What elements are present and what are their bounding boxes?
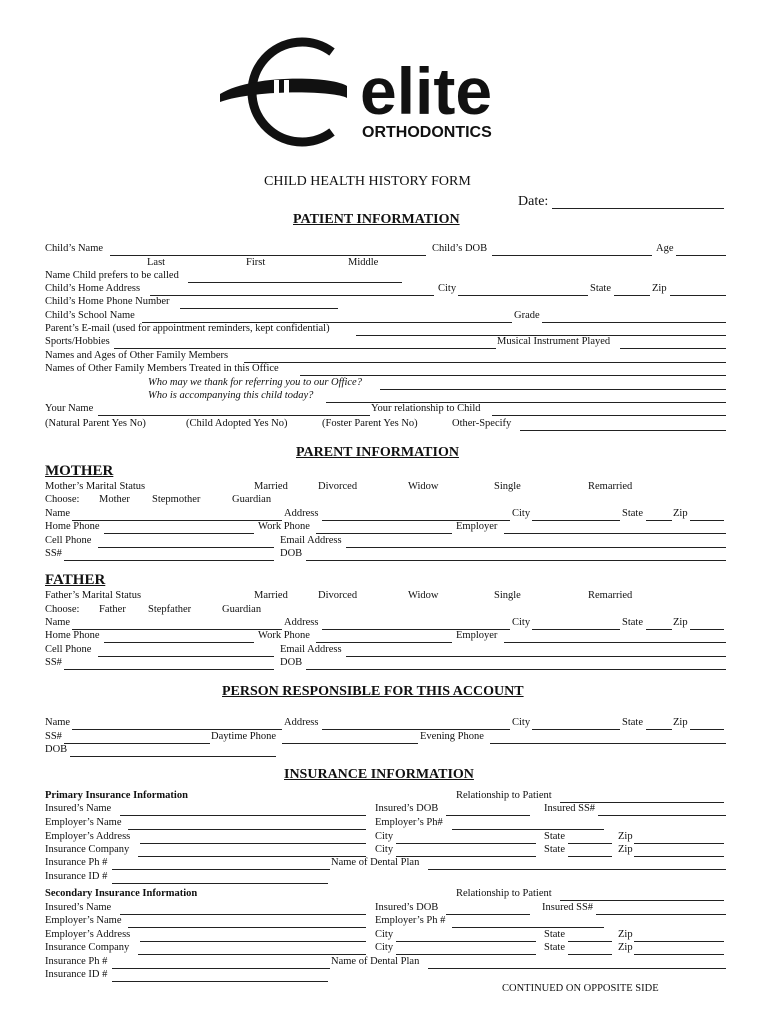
resp-name-field[interactable] — [72, 729, 282, 730]
parent-info-heading: PARENT INFORMATION — [296, 445, 459, 460]
mother-employer-label: Employer — [456, 521, 498, 532]
primary-company-zip-label: Zip — [618, 844, 633, 855]
your-name-label: Your Name — [45, 403, 94, 414]
father-email-field[interactable] — [346, 656, 726, 657]
referral-label: Who may we thank for referring you to our Office? — [148, 377, 362, 388]
secondary-insurance-title: Secondary Insurance Information — [45, 888, 198, 899]
father-status-label: Father’s Marital Status — [45, 590, 142, 601]
child-dob-label: Child’s DOB — [432, 243, 488, 254]
secondary-zip-field[interactable] — [634, 941, 724, 942]
preferred-name-field[interactable] — [188, 282, 402, 283]
father-zip-field[interactable] — [690, 629, 724, 630]
date-field[interactable] — [552, 208, 724, 209]
father-cell-field[interactable] — [98, 656, 274, 657]
mother-home-phone-field[interactable] — [104, 533, 254, 534]
secondary-company-city-field[interactable] — [396, 954, 536, 955]
city-label: City — [438, 283, 457, 294]
father-heading: FATHER — [45, 572, 106, 588]
resp-state-field[interactable] — [646, 729, 672, 730]
secondary-plan-label: Name of Dental Plan — [331, 956, 420, 967]
secondary-company-state-label: State — [544, 942, 565, 953]
foster-parent-option[interactable]: (Foster Parent Yes No) — [322, 418, 418, 429]
mother-email-field[interactable] — [346, 547, 726, 548]
family-members-label: Names and Ages of Other Family Members — [45, 350, 229, 361]
referral-field[interactable] — [380, 389, 726, 390]
primary-insured-dob-field[interactable] — [446, 815, 530, 816]
primary-ins-id-field[interactable] — [112, 883, 328, 884]
mother-divorced-option[interactable]: Divorced — [318, 481, 358, 492]
father-state-label: State — [622, 617, 643, 628]
mother-work-phone-label: Work Phone — [258, 521, 310, 532]
primary-company-zip-field[interactable] — [634, 856, 724, 857]
secondary-ins-ph-field[interactable] — [112, 968, 330, 969]
mother-dob-field[interactable] — [306, 560, 726, 561]
resp-zip-label: Zip — [673, 717, 688, 728]
father-single-option[interactable]: Single — [494, 590, 521, 601]
grade-field[interactable] — [542, 322, 726, 323]
mother-zip-field[interactable] — [690, 520, 724, 521]
others-treated-field[interactable] — [300, 375, 726, 376]
age-label: Age — [656, 243, 674, 254]
secondary-insured-ss-field[interactable] — [596, 914, 726, 915]
age-field[interactable] — [676, 255, 726, 256]
mother-remarried-option[interactable]: Remarried — [588, 481, 633, 492]
resp-zip-field[interactable] — [690, 729, 724, 730]
continued-note: CONTINUED ON OPPOSITE SIDE — [502, 983, 659, 994]
child-phone-label: Child’s Home Phone Number — [45, 296, 170, 307]
stepmother-option[interactable]: Stepmother — [152, 494, 201, 505]
secondary-insured-name-label: Insured’s Name — [45, 902, 112, 913]
father-home-phone-label: Home Phone — [45, 630, 100, 641]
child-adopted-option[interactable]: (Child Adopted Yes No) — [186, 418, 288, 429]
primary-state-field[interactable] — [568, 843, 612, 844]
primary-insured-ss-field[interactable] — [598, 815, 726, 816]
primary-company-state-label: State — [544, 844, 565, 855]
stepfather-option[interactable]: Stepfather — [148, 604, 192, 615]
logo-word: elite — [360, 54, 493, 128]
secondary-company-label: Insurance Company — [45, 942, 130, 953]
relationship-label: Your relationship to Child — [371, 403, 481, 414]
secondary-zip-label: Zip — [618, 929, 633, 940]
secondary-employer-name-label: Employer’s Name — [45, 915, 122, 926]
secondary-company-state-field[interactable] — [568, 954, 612, 955]
primary-insured-name-label: Insured’s Name — [45, 803, 112, 814]
state-field[interactable] — [614, 295, 650, 296]
mother-option[interactable]: Mother — [99, 494, 130, 505]
primary-employer-ph-label: Employer’s Ph# — [375, 817, 443, 828]
father-widow-option[interactable]: Widow — [408, 590, 439, 601]
mother-employer-field[interactable] — [504, 533, 726, 534]
mother-address-label: Address — [284, 508, 319, 519]
primary-employer-ph-field[interactable] — [452, 829, 604, 830]
primary-employer-name-label: Employer’s Name — [45, 817, 122, 828]
secondary-insured-dob-field[interactable] — [446, 914, 530, 915]
resp-eve-phone-field[interactable] — [490, 743, 726, 744]
secondary-company-city-label: City — [375, 942, 394, 953]
secondary-relationship-label: Relationship to Patient — [456, 888, 552, 899]
mother-name-field[interactable] — [72, 520, 282, 521]
primary-company-state-field[interactable] — [568, 856, 612, 857]
mother-cell-field[interactable] — [98, 547, 274, 548]
form-title: CHILD HEALTH HISTORY FORM — [264, 174, 471, 189]
mother-name-label: Name — [45, 508, 71, 519]
resp-address-label: Address — [284, 717, 319, 728]
father-remarried-option[interactable]: Remarried — [588, 590, 633, 601]
primary-city-label: City — [375, 831, 394, 842]
mother-city-field[interactable] — [532, 520, 620, 521]
father-dob-field[interactable] — [306, 669, 726, 670]
primary-insured-ss-label: Insured SS# — [544, 803, 596, 814]
father-divorced-option[interactable]: Divorced — [318, 590, 358, 601]
city-field[interactable] — [458, 295, 588, 296]
primary-employer-address-label: Employer’s Address — [45, 831, 131, 842]
father-work-phone-field[interactable] — [316, 642, 452, 643]
father-name-field[interactable] — [72, 629, 282, 630]
secondary-city-field[interactable] — [396, 941, 536, 942]
primary-insurance-title: Primary Insurance Information — [45, 790, 188, 801]
grade-label: Grade — [514, 310, 540, 321]
secondary-relationship-field[interactable] — [560, 900, 724, 901]
father-city-label: City — [512, 617, 531, 628]
others-treated-label: Names of Other Family Members Treated in this Office — [45, 363, 279, 374]
secondary-insured-dob-label: Insured’s DOB — [375, 902, 439, 913]
last-sublabel: Last — [147, 257, 166, 268]
mother-ss-field[interactable] — [64, 560, 274, 561]
primary-zip-label: Zip — [618, 831, 633, 842]
father-guardian-option[interactable]: Guardian — [222, 604, 262, 615]
mother-single-option[interactable]: Single — [494, 481, 521, 492]
sports-field[interactable] — [114, 348, 496, 349]
accompany-label: Who is accompanying this child today? — [148, 390, 314, 401]
primary-relationship-label: Relationship to Patient — [456, 790, 552, 801]
primary-plan-field[interactable] — [428, 869, 726, 870]
father-cell-label: Cell Phone — [45, 644, 92, 655]
resp-eve-phone-label: Evening Phone — [420, 731, 484, 742]
mother-cell-label: Cell Phone — [45, 535, 92, 546]
middle-sublabel: Middle — [348, 257, 379, 268]
father-email-label: Email Address — [280, 644, 342, 655]
secondary-employer-address-field[interactable] — [140, 941, 366, 942]
date-label: Date: — [518, 194, 549, 209]
father-zip-label: Zip — [673, 617, 688, 628]
instrument-field[interactable] — [620, 348, 726, 349]
logo-subtitle: ORTHODONTICS — [362, 124, 492, 141]
father-ss-field[interactable] — [64, 669, 274, 670]
father-home-phone-field[interactable] — [104, 642, 254, 643]
resp-address-field[interactable] — [322, 729, 510, 730]
primary-insured-name-field[interactable] — [120, 815, 366, 816]
primary-employer-address-field[interactable] — [140, 843, 366, 844]
father-choose-label: Choose: — [45, 604, 80, 615]
primary-ins-id-label: Insurance ID # — [45, 871, 108, 882]
secondary-insured-ss-label: Insured SS# — [542, 902, 594, 913]
instrument-label: Musical Instrument Played — [497, 336, 611, 347]
your-name-field[interactable] — [98, 415, 370, 416]
primary-plan-label: Name of Dental Plan — [331, 857, 420, 868]
mother-married-option[interactable]: Married — [254, 481, 288, 492]
father-ss-label: SS# — [45, 657, 62, 668]
resp-day-phone-field[interactable] — [282, 743, 418, 744]
secondary-company-zip-label: Zip — [618, 942, 633, 953]
father-employer-field[interactable] — [504, 642, 726, 643]
mother-city-label: City — [512, 508, 531, 519]
resp-ss-label: SS# — [45, 731, 62, 742]
resp-city-label: City — [512, 717, 531, 728]
resp-day-phone-label: Daytime Phone — [211, 731, 277, 742]
child-name-field[interactable] — [110, 255, 426, 256]
first-sublabel: First — [246, 257, 266, 268]
father-work-phone-label: Work Phone — [258, 630, 310, 641]
family-members-field[interactable] — [244, 362, 726, 363]
child-name-label: Child’s Name — [45, 243, 104, 254]
mother-email-label: Email Address — [280, 535, 342, 546]
resp-city-field[interactable] — [532, 729, 620, 730]
father-option[interactable]: Father — [99, 604, 126, 615]
mother-widow-option[interactable]: Widow — [408, 481, 439, 492]
mother-choose-label: Choose: — [45, 494, 80, 505]
other-specify-label: Other-Specify — [452, 418, 512, 429]
secondary-employer-ph-field[interactable] — [452, 927, 604, 928]
secondary-employer-name-field[interactable] — [128, 927, 366, 928]
primary-zip-field[interactable] — [634, 843, 724, 844]
primary-city-field[interactable] — [396, 843, 536, 844]
secondary-ins-id-field[interactable] — [112, 981, 328, 982]
parent-email-label: Parent’s E-mail (used for appointment reminders, kept confidential) — [45, 323, 330, 334]
resp-dob-field[interactable] — [70, 756, 276, 757]
sports-label: Sports/Hobbies — [45, 336, 110, 347]
child-dob-field[interactable] — [492, 255, 652, 256]
father-state-field[interactable] — [646, 629, 672, 630]
primary-state-label: State — [544, 831, 565, 842]
primary-company-city-label: City — [375, 844, 394, 855]
father-address-label: Address — [284, 617, 319, 628]
responsible-heading: PERSON RESPONSIBLE FOR THIS ACCOUNT — [222, 684, 524, 699]
other-specify-field[interactable] — [520, 430, 726, 431]
mother-ss-label: SS# — [45, 548, 62, 559]
mother-state-field[interactable] — [646, 520, 672, 521]
state-label: State — [590, 283, 611, 294]
resp-ss-field[interactable] — [64, 743, 210, 744]
primary-company-label: Insurance Company — [45, 844, 130, 855]
secondary-ins-id-label: Insurance ID # — [45, 969, 108, 980]
child-phone-field[interactable] — [180, 308, 338, 309]
secondary-city-label: City — [375, 929, 394, 940]
mother-dob-label: DOB — [280, 548, 303, 559]
mother-guardian-option[interactable]: Guardian — [232, 494, 272, 505]
secondary-state-field[interactable] — [568, 941, 612, 942]
father-city-field[interactable] — [532, 629, 620, 630]
mother-zip-label: Zip — [673, 508, 688, 519]
secondary-ins-ph-label: Insurance Ph # — [45, 956, 108, 967]
secondary-employer-address-label: Employer’s Address — [45, 929, 131, 940]
primary-insured-dob-label: Insured’s DOB — [375, 803, 439, 814]
secondary-company-zip-field[interactable] — [634, 954, 724, 955]
father-married-option[interactable]: Married — [254, 590, 288, 601]
zip-field[interactable] — [670, 295, 726, 296]
primary-employer-name-field[interactable] — [128, 829, 366, 830]
elite-orthodontics-logo — [212, 36, 522, 148]
father-dob-label: DOB — [280, 657, 303, 668]
father-name-label: Name — [45, 617, 71, 628]
mother-home-phone-label: Home Phone — [45, 521, 100, 532]
relationship-field[interactable] — [492, 415, 726, 416]
father-employer-label: Employer — [456, 630, 498, 641]
natural-parent-option[interactable]: (Natural Parent Yes No) — [45, 418, 146, 429]
mother-work-phone-field[interactable] — [316, 533, 452, 534]
child-address-field[interactable] — [150, 295, 434, 296]
child-address-label: Child’s Home Address — [45, 283, 141, 294]
resp-dob-label: DOB — [45, 744, 68, 755]
secondary-insured-name-field[interactable] — [120, 914, 366, 915]
secondary-employer-ph-label: Employer’s Ph # — [375, 915, 446, 926]
mother-state-label: State — [622, 508, 643, 519]
secondary-state-label: State — [544, 929, 565, 940]
insurance-heading: INSURANCE INFORMATION — [284, 767, 474, 782]
resp-state-label: State — [622, 717, 643, 728]
school-label: Child’s School Name — [45, 310, 135, 321]
primary-ins-ph-label: Insurance Ph # — [45, 857, 108, 868]
preferred-name-label: Name Child prefers to be called — [45, 270, 179, 281]
secondary-plan-field[interactable] — [428, 968, 726, 969]
resp-name-label: Name — [45, 717, 71, 728]
secondary-company-field[interactable] — [138, 954, 366, 955]
mother-heading: MOTHER — [45, 463, 114, 479]
primary-ins-ph-field[interactable] — [112, 869, 330, 870]
mother-status-label: Mother’s Marital Status — [45, 481, 146, 492]
patient-info-heading: PATIENT INFORMATION — [293, 212, 460, 227]
zip-label: Zip — [652, 283, 667, 294]
